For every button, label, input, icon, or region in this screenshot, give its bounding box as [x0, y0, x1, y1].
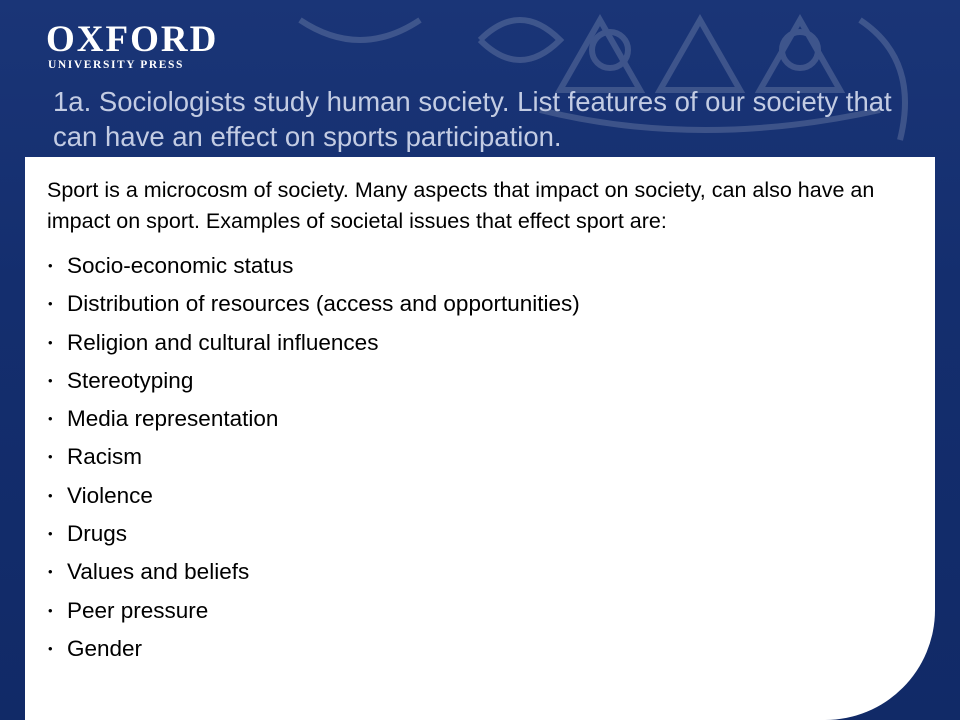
list-item [47, 438, 913, 476]
list-item-label: Values and beliefs [67, 559, 250, 585]
list-item [47, 515, 913, 553]
bullet-icon: • [48, 602, 53, 618]
list-item [47, 285, 913, 323]
bullet-icon: • [48, 372, 53, 388]
list-item [47, 324, 913, 362]
list-item-label: Peer pressure [67, 597, 209, 623]
list-item [47, 477, 913, 515]
bullet-icon: • [48, 640, 53, 656]
list-item [47, 400, 913, 438]
logo-subtitle: UNIVERSITY PRESS [48, 59, 185, 71]
bullet-icon: • [48, 449, 53, 465]
bullet-icon: • [48, 564, 53, 580]
list-item-label: Religion and cultural influences [67, 329, 379, 355]
content-panel [25, 157, 935, 720]
oxford-logo [46, 19, 219, 71]
list-item [47, 553, 913, 591]
list-item-label: Drugs [67, 521, 128, 547]
bullet-icon: • [48, 411, 53, 427]
list-item-label: Racism [67, 444, 143, 470]
bullet-icon: • [48, 296, 53, 312]
list-item-label: Media representation [67, 406, 279, 432]
bullet-icon: • [48, 258, 53, 273]
bullet-icon: • [48, 526, 53, 542]
list-item [47, 247, 913, 285]
intro-text: Sport is a microcosm of society. Many aspects that impact on society, can also have an impact on sport. Examples of societal issues that effect sport are: [47, 178, 875, 233]
list-item-label: Violence [67, 482, 153, 508]
list-item-label: Stereotyping [67, 367, 194, 393]
bullet-list [47, 247, 913, 668]
list-item [47, 592, 913, 630]
bullet-icon: • [48, 334, 53, 350]
logo-wordmark: OXFORD [46, 19, 219, 60]
list-item-label: Distribution of resources (access and opportunities) [67, 291, 580, 317]
list-item [47, 630, 913, 668]
bullet-icon: • [48, 487, 53, 503]
list-item [47, 362, 913, 400]
list-item-label: Gender [67, 635, 143, 661]
slide-title: 1a. Sociologists study human society. List features of our society that can have an effect on sports participation. [53, 86, 892, 152]
list-item-label: Socio-economic status [67, 253, 294, 278]
